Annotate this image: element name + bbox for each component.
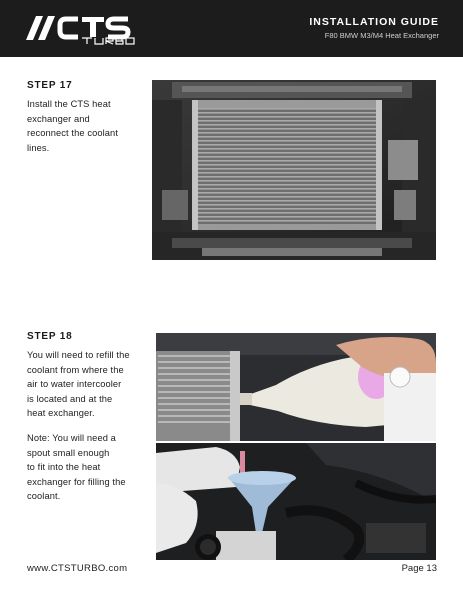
step-18-note-line: to fit into the heat [27, 462, 101, 472]
step-17-title: STEP 17 [27, 80, 73, 91]
step-18-line: coolant from where the [27, 364, 124, 375]
heat-exchanger-installed-photo [152, 80, 436, 260]
step-18-line: heat exchanger. [27, 408, 95, 418]
step-18-note-line: spout small enough [27, 447, 110, 458]
step-18-note [27, 431, 126, 504]
coolant-bottle-photo [156, 333, 436, 441]
step-18-note-line: exchanger for filling the [27, 476, 126, 487]
step-18-note-line: coolant. [27, 491, 61, 501]
step-18-line: is located and at the [27, 393, 113, 404]
step-17-text [27, 97, 118, 155]
page-number: Page 13 [401, 563, 437, 574]
guide-title: INSTALLATION GUIDE [309, 16, 439, 28]
step-17-line: lines. [27, 142, 50, 153]
guide-subtitle: F80 BMW M3/M4 Heat Exchanger [324, 31, 439, 40]
website-link[interactable]: www.CTSTURBO.com [27, 563, 128, 574]
coolant-funnel-photo [156, 443, 436, 560]
step-17-line: Install the CTS heat [27, 99, 111, 109]
cts-turbo-logo [22, 10, 152, 46]
step-18-line: air to water intercooler [27, 379, 122, 389]
step-18-line: You will need to refill the [27, 350, 130, 360]
step-18-title: STEP 18 [27, 331, 73, 342]
step-18-text [27, 348, 130, 421]
page-header [0, 0, 463, 57]
step-18-note-line: Note: You will need a [27, 433, 116, 443]
step-17-line: exchanger and [27, 113, 90, 124]
step-17-line: reconnect the coolant [27, 128, 118, 138]
